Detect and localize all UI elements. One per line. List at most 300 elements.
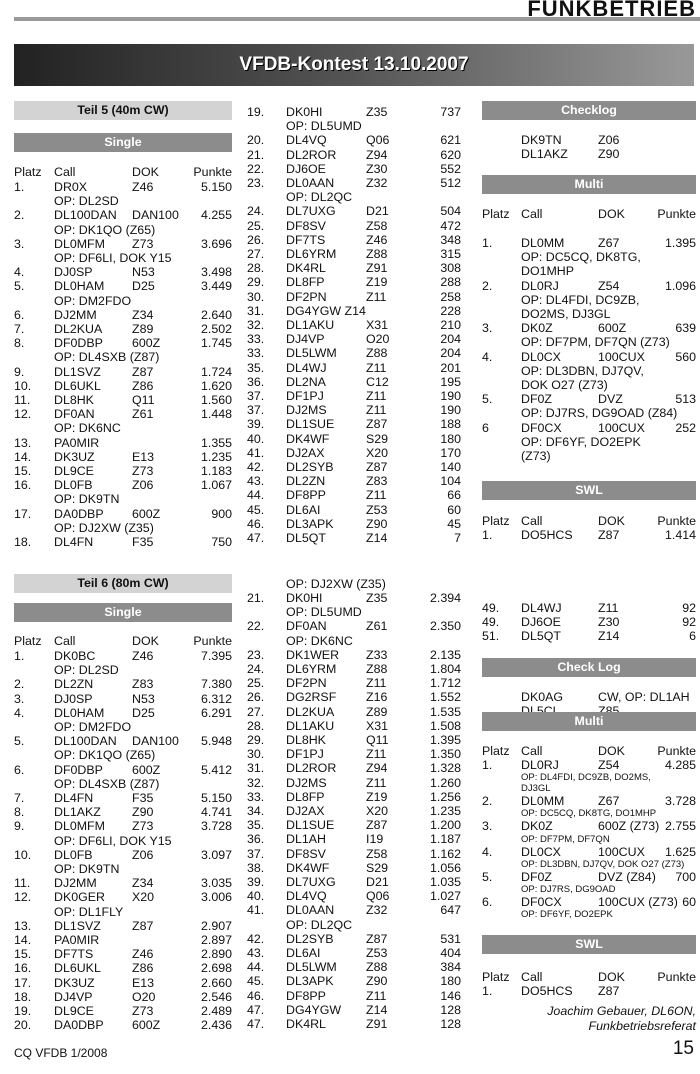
rank: 19.	[14, 1004, 32, 1018]
points: 531	[440, 931, 461, 946]
callsign: DL1AKZ	[521, 147, 568, 162]
rank: 44.	[247, 960, 265, 975]
points: 700	[675, 869, 696, 884]
dok: Z86	[132, 961, 154, 976]
rank: 27.	[247, 247, 265, 261]
callsign: DJ2AX	[286, 804, 325, 818]
rank: 8.	[14, 805, 25, 820]
points: 1.235	[200, 449, 232, 464]
column-header: Platz	[482, 514, 510, 528]
points: 513	[675, 392, 696, 407]
result-row	[14, 919, 232, 933]
callsign: DK4WF	[286, 860, 330, 875]
points: 1.035	[429, 875, 461, 889]
callsign: DL4WJ	[521, 601, 562, 615]
rank: 22.	[247, 161, 265, 176]
callsign: DK0BC	[54, 649, 96, 663]
rank: 15.	[14, 464, 32, 478]
rank: 2.	[14, 677, 25, 692]
callsign: DL6UKL	[54, 378, 101, 393]
rank: 13.	[14, 435, 32, 450]
rank: 1.	[482, 236, 493, 250]
rank: 45.	[247, 502, 265, 517]
rank: 4.	[482, 844, 493, 859]
result-row	[14, 407, 232, 421]
dok: CW, OP: DL1AH	[598, 690, 690, 704]
dok: Z32	[366, 903, 388, 918]
result-row	[482, 279, 696, 293]
points: 1.260	[429, 775, 461, 790]
callsign: DF0CX	[521, 420, 562, 435]
dok: 600Z (Z73)	[598, 819, 660, 834]
dok: 100CUX	[598, 349, 645, 364]
callsign: DJ2MM	[54, 307, 97, 322]
result-row	[247, 932, 461, 946]
rank: 29.	[247, 275, 265, 290]
operator-note: DO2MS, DJ3GL	[521, 307, 611, 321]
dok: Z11	[366, 676, 387, 691]
dok: Z32	[366, 176, 388, 190]
signature	[547, 1004, 696, 1034]
result-row	[14, 890, 232, 904]
result-row	[247, 946, 461, 960]
callsign: DL1SVZ	[54, 918, 101, 933]
callsign: DJ2AX	[286, 445, 325, 460]
checklog-row	[482, 690, 696, 704]
dok: X31	[366, 318, 389, 332]
dok: Z73	[132, 464, 154, 478]
rank: 38.	[247, 860, 265, 875]
dok: E13	[132, 975, 155, 990]
points: 180	[440, 974, 461, 989]
column-header: Call	[521, 514, 543, 528]
points: 1.625	[664, 844, 696, 859]
callsign: DG2RSF	[286, 690, 337, 705]
callsign: DF0CX	[521, 895, 562, 909]
operator-note: OP: DJ7RS, DG9OAD	[521, 884, 616, 895]
dok: Z11	[366, 988, 387, 1003]
section-header: Multi	[482, 712, 696, 731]
rank: 21.	[247, 147, 265, 162]
contest-title: VFDB-Kontest 13.10.2007	[239, 54, 469, 75]
points: 1.200	[429, 818, 461, 833]
callsign: DL0RJ	[521, 278, 559, 293]
column-header: DOK	[132, 165, 159, 179]
dok: Z19	[366, 789, 388, 804]
points: 900	[211, 506, 232, 521]
result-row	[14, 535, 232, 549]
callsign: DJ2MM	[54, 876, 97, 891]
callsign: PA0MIR	[54, 933, 100, 947]
dok: X20	[366, 445, 389, 460]
dok: Z54	[598, 278, 620, 293]
points: 1.712	[429, 676, 461, 691]
dok: Z35	[366, 591, 388, 605]
dok: Z89	[366, 704, 388, 719]
result-row	[14, 180, 232, 194]
result-row	[482, 870, 696, 884]
rank: 4.	[14, 705, 25, 720]
rank: 29.	[247, 733, 265, 747]
result-row	[247, 889, 461, 903]
dok: 600Z	[132, 1018, 161, 1033]
points: 1.508	[429, 718, 461, 733]
points: 92	[682, 601, 696, 615]
callsign: DL1AKZ	[54, 805, 101, 820]
column-header: DOK	[598, 207, 625, 221]
operator-note: OP: DK9TN	[54, 492, 120, 507]
callsign: DF0Z	[521, 392, 552, 407]
points: 258	[440, 289, 461, 304]
result-row	[14, 649, 232, 663]
callsign: DF2PN	[286, 289, 327, 304]
points: 3.449	[200, 279, 232, 294]
points: 3.498	[200, 265, 232, 280]
points: 639	[675, 321, 696, 336]
points: 1.448	[200, 407, 232, 422]
column-header: Punkte	[657, 207, 696, 221]
callsign: DL8FP	[286, 789, 325, 804]
points: 2.436	[200, 1018, 232, 1033]
points: 104	[440, 474, 461, 489]
points: 60	[447, 502, 461, 517]
column-header: Call	[521, 744, 543, 758]
callsign: DK0Z	[521, 321, 553, 336]
dok: Z06	[132, 478, 154, 493]
dok: Z53	[366, 946, 388, 960]
rank: 18.	[14, 989, 32, 1004]
rank: 30.	[247, 289, 265, 304]
callsign: DL0HAM	[54, 705, 105, 720]
points: 1.350	[429, 747, 461, 762]
rank: 5.	[14, 279, 25, 294]
callsign: DL0RJ	[521, 758, 559, 772]
dok: Z14	[366, 1002, 388, 1017]
points: 2.897	[200, 933, 232, 947]
result-row	[247, 318, 461, 332]
points: 472	[440, 218, 461, 233]
operator-note: OP: DL2QC	[286, 917, 353, 932]
points: 140	[440, 460, 461, 474]
result-row	[247, 662, 461, 676]
result-row	[482, 601, 696, 615]
result-row	[247, 818, 461, 832]
callsign: DL0AAN	[286, 903, 335, 918]
dok: Q06	[366, 133, 390, 148]
dok: Z34	[132, 307, 154, 322]
callsign: DL4WJ	[286, 360, 327, 375]
operator-note: OP: DK9TN	[54, 862, 120, 876]
dok: Z89	[132, 322, 154, 336]
points: 1.395	[429, 733, 461, 747]
result-row	[247, 474, 461, 488]
callsign: DL0AAN	[286, 176, 335, 190]
column-headers	[482, 970, 696, 984]
dok: N53	[132, 265, 155, 280]
dok: O20	[366, 332, 390, 347]
dok: D25	[132, 705, 155, 720]
points: 1.804	[429, 662, 461, 676]
rank: 32.	[247, 775, 265, 790]
column-header: Platz	[14, 165, 42, 179]
result-row	[247, 361, 461, 375]
rank: 14.	[14, 449, 32, 464]
points: 170	[440, 445, 461, 460]
operator-note: OP: DL5UMD	[286, 119, 362, 134]
result-row	[247, 960, 461, 974]
result-row	[247, 219, 461, 233]
rank: 23.	[247, 647, 265, 662]
result-row	[482, 984, 696, 998]
section-header: Teil 5 (40m CW)	[14, 101, 232, 120]
dok: Z11	[598, 601, 619, 615]
dok: Z87	[598, 984, 620, 998]
callsign: DF0AN	[286, 619, 327, 634]
operator-note: OP: DL2SD	[54, 194, 119, 209]
callsign: DK1WER	[286, 647, 340, 662]
callsign: DK0Z	[521, 819, 553, 834]
callsign: DL0FB	[54, 847, 93, 862]
points: 5.150	[200, 791, 232, 805]
result-row	[247, 389, 461, 403]
result-row	[247, 761, 461, 775]
dok: Z86	[132, 378, 154, 393]
dok: Z73	[132, 819, 154, 834]
points: 512	[440, 176, 461, 190]
dok: S29	[366, 860, 389, 875]
points: 6.312	[200, 691, 232, 706]
rank: 7.	[14, 322, 25, 336]
callsign: DG4YGW Z14	[286, 303, 366, 318]
points: 128	[440, 1017, 461, 1031]
points: 2.640	[200, 307, 232, 322]
callsign: DJ0SP	[54, 265, 93, 280]
dok: DAN100	[132, 734, 179, 749]
points: 560	[675, 349, 696, 364]
points: 1.027	[429, 889, 461, 904]
result-row	[247, 676, 461, 690]
result-row	[247, 790, 461, 804]
callsign: DL100DAN	[54, 208, 117, 223]
callsign: DL5QT	[286, 531, 326, 545]
result-row	[482, 895, 696, 909]
points: 188	[440, 417, 461, 432]
result-row	[247, 346, 461, 360]
dok: Q11	[132, 393, 155, 407]
signature-line-1: Joachim Gebauer, DL6ON,	[547, 1004, 696, 1018]
dok: Z53	[366, 502, 388, 517]
callsign: DL8HK	[286, 733, 326, 747]
points: 2.350	[429, 619, 461, 634]
callsign: DK0HI	[286, 591, 323, 605]
points: 190	[440, 389, 461, 403]
operator-note: OP: DL4FDI, DC9ZB,	[521, 292, 640, 307]
result-row	[247, 148, 461, 162]
dok: Z73	[132, 236, 154, 251]
callsign: DF0DBP	[54, 336, 103, 351]
callsign: DJ6OE	[286, 161, 326, 176]
column-header: Platz	[482, 744, 510, 758]
result-row	[247, 719, 461, 733]
rank: 41.	[247, 903, 265, 918]
points: 195	[440, 374, 461, 389]
points: 66	[447, 488, 461, 503]
dok: N53	[132, 691, 155, 706]
callsign: DL0MM	[521, 236, 565, 250]
result-row	[247, 417, 461, 431]
result-row	[247, 233, 461, 247]
rank: 36.	[247, 832, 265, 847]
rank: 28.	[247, 261, 265, 276]
callsign: DF7TS	[286, 232, 326, 247]
dok: Z87	[366, 818, 388, 833]
operator-note: DO1MHP	[521, 264, 575, 279]
rank: 9.	[14, 819, 25, 834]
callsign: DF2PN	[286, 676, 327, 691]
rank: 46.	[247, 988, 265, 1003]
rank: 22.	[247, 619, 265, 634]
callsign: DO5HCS	[521, 528, 573, 542]
dok: Z11	[366, 488, 387, 503]
result-row	[14, 791, 232, 805]
result-row	[247, 531, 461, 545]
points: 348	[440, 232, 461, 247]
points: 384	[440, 960, 461, 975]
callsign: DJ4VP	[54, 989, 93, 1004]
dok: 100CUX	[598, 420, 645, 435]
points: 315	[440, 247, 461, 261]
callsign: DF8SV	[286, 846, 326, 861]
dok: Z88	[366, 346, 388, 361]
result-row	[247, 1003, 461, 1017]
points: 5.150	[200, 180, 232, 194]
callsign: DA0DBP	[54, 1018, 104, 1033]
result-row	[247, 133, 461, 147]
result-row	[247, 747, 461, 761]
points: 1.096	[664, 278, 696, 293]
rank: 42.	[247, 931, 265, 946]
callsign: DL0MM	[521, 794, 565, 809]
rank: 4.	[482, 349, 493, 364]
result-row	[14, 805, 232, 819]
callsign: DL1SUE	[286, 417, 335, 432]
rank: 21.	[247, 591, 265, 605]
points: 1.183	[200, 464, 232, 478]
callsign: DF1PJ	[286, 747, 324, 762]
column-headers	[482, 514, 696, 528]
result-row	[14, 237, 232, 251]
rank: 47.	[247, 1002, 265, 1017]
operator-note: OP: DJ7RS, DG9OAD (Z84)	[521, 406, 678, 421]
result-row	[14, 379, 232, 393]
result-row	[482, 615, 696, 629]
points: 1.560	[200, 393, 232, 407]
operator-note: OP: DL2QC	[286, 190, 353, 205]
result-row	[14, 279, 232, 293]
points: 1.745	[200, 336, 232, 351]
callsign: DJ2MS	[286, 403, 327, 418]
rank: 35.	[247, 818, 265, 833]
points: 621	[440, 133, 461, 148]
callsign: DK4WF	[286, 431, 330, 446]
dok: Z61	[132, 407, 154, 422]
rank: 42.	[247, 460, 265, 474]
result-row	[14, 990, 232, 1004]
column-header: Punkte	[657, 744, 696, 758]
dok: Z46	[132, 649, 154, 663]
points: 5.412	[200, 762, 232, 777]
dok: Z58	[366, 846, 388, 861]
section-header: Check Log	[482, 658, 696, 677]
rank: 3.	[482, 321, 493, 336]
points: 7.395	[200, 649, 232, 663]
result-row	[247, 375, 461, 389]
callsign: DL1AH	[286, 832, 326, 847]
callsign: DL7UXG	[286, 875, 336, 889]
callsign: DF7TS	[54, 947, 94, 962]
rank: 31.	[247, 761, 265, 776]
result-row	[482, 392, 696, 406]
callsign: DL2SYB	[286, 931, 334, 946]
callsign: DL0MFM	[54, 819, 105, 834]
operator-note: OP: DK1QO (Z65)	[54, 748, 156, 763]
dok: Z11	[366, 403, 387, 418]
dok: Z90	[132, 805, 154, 820]
result-row	[247, 591, 461, 605]
rank: 7.	[14, 791, 25, 805]
rank: 33.	[247, 346, 265, 361]
result-row	[247, 446, 461, 460]
rank: 11.	[14, 393, 31, 407]
points: 750	[211, 535, 232, 549]
dok: Z87	[366, 460, 388, 474]
dok: Z11	[366, 389, 387, 403]
rank: 16.	[14, 961, 32, 976]
result-row	[482, 629, 696, 643]
points: 3.097	[200, 847, 232, 862]
callsign: DL5QT	[521, 629, 561, 644]
column-header: DOK	[598, 514, 625, 528]
column-header: Punkte	[193, 634, 232, 648]
result-row	[247, 503, 461, 517]
points: 7.380	[200, 677, 232, 692]
result-row	[14, 961, 232, 975]
result-row	[14, 436, 232, 450]
rank: 49.	[482, 601, 500, 615]
dok: S29	[366, 431, 389, 446]
dok: O20	[132, 989, 156, 1004]
result-row	[247, 460, 461, 474]
operator-note: OP: DF6LI, DOK Y15	[54, 251, 172, 265]
dok: Z11	[366, 289, 387, 304]
dok: D25	[132, 279, 155, 294]
result-row	[14, 947, 232, 961]
rank: 26.	[247, 690, 265, 705]
operator-note: OP: DL5UMD	[286, 605, 362, 620]
result-row	[482, 528, 696, 542]
points: 180	[440, 431, 461, 446]
operator-note: OP: DK6NC	[286, 633, 353, 648]
section-title: FUNKBETRIEB	[527, 0, 696, 21]
points: 2.135	[429, 647, 461, 662]
operator-note: OP: DL3DBN, DJ7QV,	[521, 363, 644, 378]
result-row	[14, 450, 232, 464]
dok: Z30	[598, 615, 620, 630]
callsign: DF0DBP	[54, 762, 103, 777]
dok: Z87	[366, 417, 388, 432]
points: 3.728	[200, 819, 232, 834]
callsign: DF0Z	[521, 869, 552, 884]
